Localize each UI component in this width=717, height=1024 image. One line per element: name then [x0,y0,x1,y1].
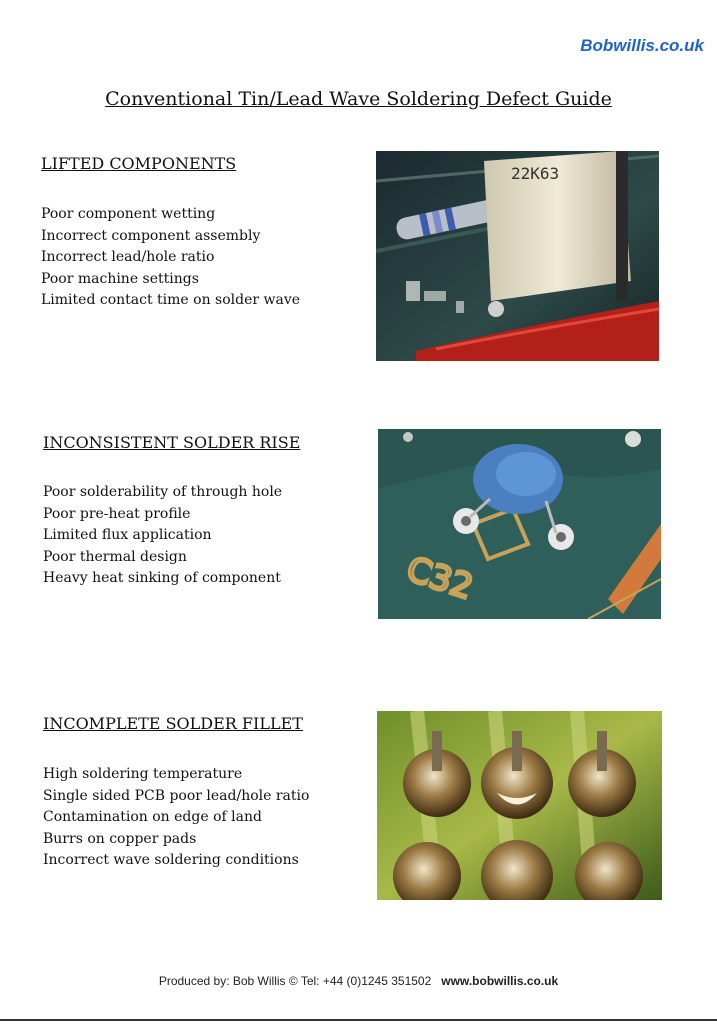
list-item: Limited flux application [43,527,212,543]
list-item: Poor machine settings [41,270,199,287]
lifted-component-photo [376,151,659,361]
footer [0,974,717,988]
footer-credit: Produced by: Bob Willis © Tel: +44 (0)1245 351502 [158,974,432,988]
defect-cause-list [43,482,282,590]
list-item: Burrs on copper pads [43,830,197,847]
solder-fillet-photo [377,711,662,900]
component-marking: 22K63 [511,164,560,183]
list-item: Incorrect lead/hole ratio [41,249,215,265]
list-item: Poor component wetting [41,206,216,222]
silkscreen-label: C32 [401,549,478,608]
list-item: Poor pre-heat profile [43,505,191,522]
list-item: Incorrect wave soldering conditions [43,852,299,868]
defect-cause-list [43,764,309,872]
list-item: Contamination on edge of land [43,809,262,825]
bottom-divider [0,1019,717,1021]
section-heading: INCOMPLETE SOLDER FILLET [43,714,303,733]
list-item: Poor thermal design [43,548,187,565]
list-item: High soldering temperature [43,766,243,782]
list-item: Heavy heat sinking of component [43,570,281,586]
list-item: Poor solderability of through hole [43,484,283,500]
defect-cause-list [41,204,300,312]
footer-website-link[interactable]: www.bobwillis.co.uk [441,974,559,988]
solder-rise-photo [378,429,661,619]
brand-link[interactable]: Bobwillis.co.uk [580,36,704,55]
list-item: Single sided PCB poor lead/hole ratio [43,787,310,804]
section-heading: LIFTED COMPONENTS [41,154,237,173]
list-item: Incorrect component assembly [41,227,261,244]
page-title: Conventional Tin/Lead Wave Soldering Defect Guide [105,88,612,110]
section-heading: INCONSISTENT SOLDER RISE [43,433,301,452]
list-item: Limited contact time on solder wave [41,292,301,308]
